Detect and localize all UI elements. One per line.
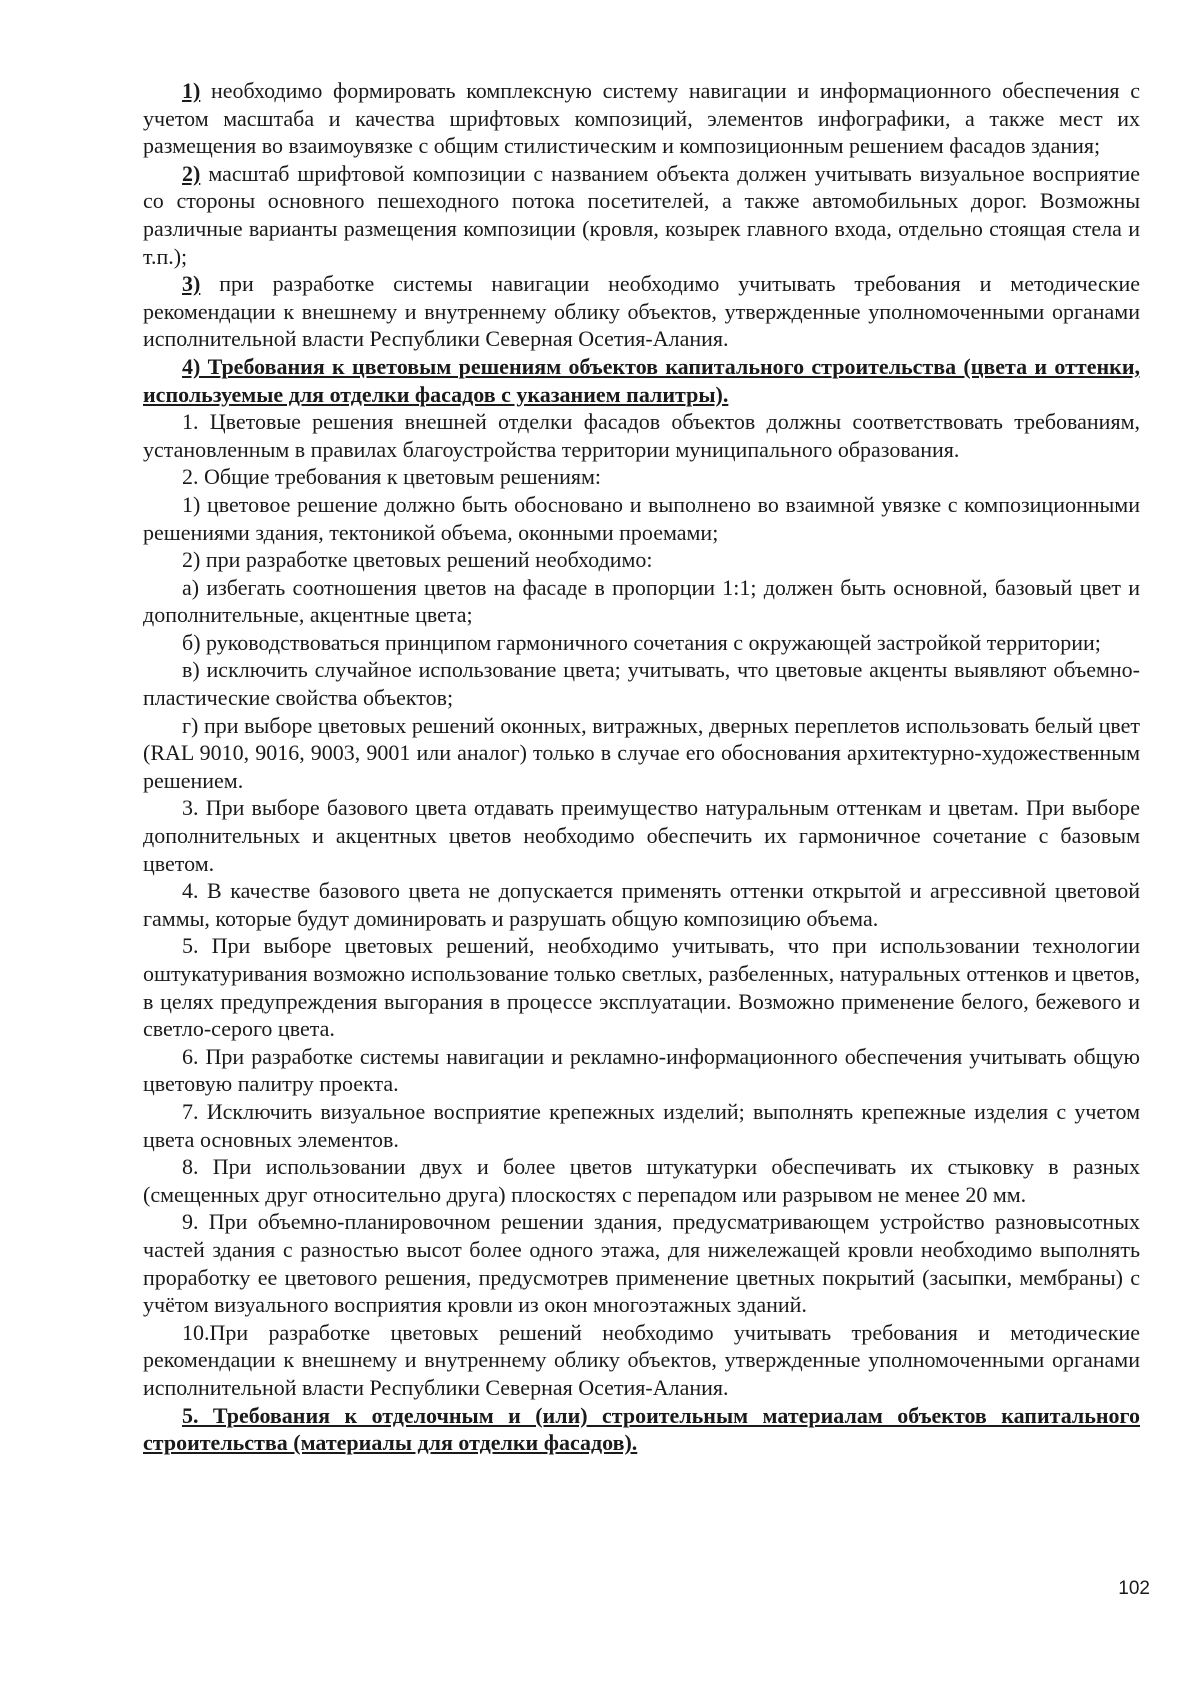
paragraph: 1) цветовое решение должно быть обосновано и выполнено во взаимной увязке с композиционными решениями здания, тектоникой объема, оконными проемами; [143, 491, 1140, 545]
item-number: 2) [182, 160, 201, 186]
section-heading-5: 5. Требования к отделочным и (или) строительным материалам объектов капитального строительства (материалы для отделки фасадов). [143, 1402, 1140, 1456]
list-item [143, 77, 1140, 160]
item-text: необходимо формировать комплексную систему навигации и информационного обеспечения с учетом масштаба и качества шрифтовых композиций, элементов инфографики, а также мест их размещения во взаимоувязке с общим стилистическим и композиционным решением фасадов здания; [143, 78, 1140, 159]
paragraph: а) избегать соотношения цветов на фасаде в пропорции 1:1; должен быть основной, базовый цвет и дополнительные, акцентные цвета; [143, 574, 1140, 628]
paragraph: 8. При использовании двух и более цветов штукатурки обеспечивать их стыковку в разных (смещенных друг относительно друга) плоскостях с перепадом или разрывом не менее 20 мм. [143, 1154, 1140, 1207]
paragraph: г) при выборе цветовых решений оконных, витражных, дверных переплетов использовать белый цвет (RAL 9010, 9016, 9003, 9001 или аналог) только в случае его обоснования архитектурно-художественным решением. [143, 712, 1140, 793]
page-number: 102 [1118, 1578, 1150, 1599]
paragraph: в) исключить случайное использование цвета; учитывать, что цветовые акценты выявляют объемно-пластические свойства объектов; [143, 657, 1140, 711]
paragraph: 4. В качестве базового цвета не допускается применять оттенки открытой и агрессивной цветовой гаммы, которые будут доминировать и разрушать общую композицию объема. [143, 878, 1140, 931]
paragraph: 6. При разработке системы навигации и рекламно-информационного обеспечения учитывать общую цветовую палитру проекта. [143, 1043, 1140, 1097]
list-item [143, 160, 1140, 270]
item-text: масштаб шрифтовой композиции с названием объекта должен учитывать визуальное восприятие со стороны основного пешеходного потока посетителей, а также автомобильных дорог. Возможны различные варианты размещения композиции (кровля, козырек главного входа, отдельно стоящая стела и т.п.); [143, 160, 1140, 269]
paragraph: 1. Цветовые решения внешней отделки фасадов объектов должны соответствовать требованиям, установленным в правилах благоустройства территории муниципального образования. [143, 409, 1140, 462]
paragraph: б) руководствоваться принципом гармоничного сочетания с окружающей застройкой территории; [182, 629, 1101, 655]
item-text: при разработке системы навигации необходимо учитывать требования и методические рекомендации к внешнему и внутреннему облику объектов, утвержденные уполномоченными органами исполнительной власти Республики Северная Осетия-Алания. [143, 271, 1140, 352]
paragraph: 7. Исключить визуальное восприятие крепежных изделий; выполнять крепежные изделия с учетом цвета основных элементов. [143, 1098, 1140, 1152]
item-number: 3) [182, 271, 201, 297]
paragraph: 9. При объемно-планировочном решении здания, предусматривающем устройство разновысотных частей здания с разностью высот более одного этажа, для нижележащей кровли необходимо выполнять проработку ее цветового решения, предусмотрев применение цветных покрытий (засыпки, мембраны) с учётом визуального восприятия кровли из окон многоэтажных зданий. [143, 1209, 1140, 1318]
item-number: 1) [182, 78, 201, 103]
paragraph: 2. Общие требования к цветовым решениям: [182, 464, 601, 490]
paragraph: 10.При разработке цветовых решений необходимо учитывать требования и методические рекомендации к внешнему и внутреннему облику объектов, утвержденные уполномоченными органами исполнительной власти Республики Северная Осетия-Алания. [143, 1319, 1140, 1400]
section-heading-4: 4) Требования к цветовым решениям объектов капитального строительства (цвета и оттенки, используемые для отделки фасадов с указанием палитры). [143, 353, 1140, 407]
document-page [143, 77, 1140, 1457]
paragraph: 3. При выборе базового цвета отдавать преимущество натуральным оттенкам и цветам. При выборе дополнительных и акцентных цветов необходимо обеспечить их гармоничное сочетание с базовым цветом. [143, 795, 1140, 876]
list-item [143, 270, 1140, 353]
paragraph: 5. При выборе цветовых решений, необходимо учитывать, что при использовании технологии оштукатуривания возможно использование только светлых, разбеленных, натуральных оттенков и цветов, в целях предупреждения выгорания в процессе эксплуатации. Возможно применение белого, бежевого и светло-серого цвета. [143, 933, 1140, 1042]
paragraph: 2) при разработке цветовых решений необходимо: [182, 547, 653, 573]
